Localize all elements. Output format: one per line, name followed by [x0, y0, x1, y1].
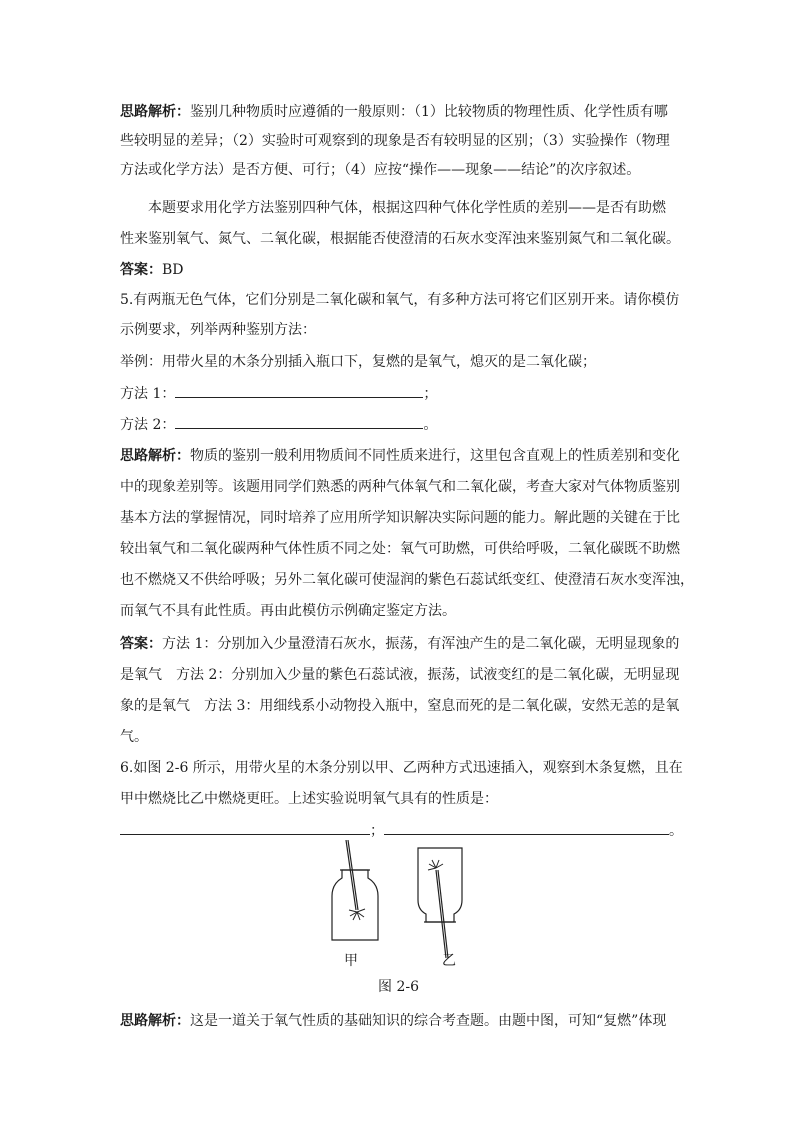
text-line	[120, 102, 680, 122]
answer-blanks-line	[120, 820, 683, 841]
text-line: 而氧气不具有此性质。再由此模仿示例确定鉴定方法。	[120, 603, 456, 619]
text-line: 方法或化学方法）是否方便、可行；（4）应按“操作——现象——结论”的次序叙述。	[120, 162, 641, 178]
analysis-text: 鉴别几种物质时应遵循的一般原则：（1）比较物质的物理性质、化学性质有哪	[190, 104, 668, 120]
method1-line	[120, 383, 680, 404]
question-text: 5.有两瓶无色气体，它们分别是二氧化碳和氧气，有多种方法可将它们区别开来。请你模仿	[120, 292, 680, 308]
example-text: 举例：用带火星的木条分别插入瓶口下，复燃的是氧气，熄灭的是二氧化碳；	[120, 354, 596, 370]
method1-blank[interactable]	[175, 383, 423, 398]
question-text: 6.如图 2-6 所示，用带火星的木条分别以甲、乙两种方式迅速插入，观察到木条复燃，且在	[120, 760, 683, 776]
punctuation: ；	[423, 386, 438, 402]
punctuation: ；	[370, 823, 384, 839]
punctuation: 。	[423, 417, 438, 433]
text-line: 基本方法的掌握情况，同时培养了应用所学知识解决实际问题的能力。解此题的关键在于比	[120, 510, 680, 526]
text-line: 性来鉴别氧气、氮气、二氧化碳，根据能否使澄清的石灰水变浑浊来鉴别氮气和二氧化碳。	[120, 231, 680, 247]
label-jia: 甲	[344, 953, 358, 969]
text-line: 是氧气 方法 2：分别加入少量的紫色石蕊试液，振荡，试液变红的是二氧化碳，无明显现	[120, 667, 680, 683]
analysis-label: 思路解析：	[120, 104, 190, 120]
question-text: 甲中燃烧比乙中燃烧更旺。上述实验说明氧气具有的性质是：	[120, 791, 498, 807]
label-yi: 乙	[442, 953, 456, 969]
method2-label: 方法 2：	[120, 417, 176, 433]
method2-line	[120, 414, 680, 435]
question-text: 示例要求，列举两种鉴别方法：	[120, 322, 316, 338]
answer-label: 答案：	[120, 636, 162, 652]
spark-icon	[349, 909, 365, 920]
text-line: 中的现象差别等。该题用同学们熟悉的两种气体氧气和二氧化碳，考查大家对气体物质鉴别	[120, 479, 680, 495]
wood-splint-yi	[436, 870, 448, 958]
answer-line	[120, 260, 680, 280]
spark-icon	[428, 860, 443, 870]
property-blank-2[interactable]	[384, 820, 669, 835]
answer-label: 答案：	[120, 262, 162, 278]
property-blank-1[interactable]	[120, 820, 370, 835]
method2-blank[interactable]	[175, 414, 423, 429]
figure-caption: 图 2-6	[378, 979, 419, 995]
analysis-label: 思路解析：	[120, 448, 190, 464]
analysis-text: 物质的鉴别一般利用物质间不同性质来进行，这里包含直观上的性质差别和变化	[190, 448, 680, 464]
figure-2-6	[320, 840, 480, 970]
text-line: 些较明显的差异；（2）实验时可观察到的现象是否有较明显的区别；（3）实验操作（物理	[120, 133, 670, 149]
method1-label: 方法 1：	[120, 386, 176, 402]
answer-value: BD	[162, 262, 184, 278]
answer-text: 方法 1：分别加入少量澄清石灰水，振荡，有浑浊产生的是二氧化碳，无明显现象的	[162, 636, 680, 652]
analysis-text: 这是一道关于氧气性质的基础知识的综合考查题。由题中图，可知“复燃”体现	[190, 1013, 667, 1029]
text-line: 气。	[120, 729, 148, 745]
answer-line	[120, 634, 680, 654]
text-line	[120, 1011, 680, 1031]
punctuation: 。	[669, 823, 683, 839]
text-line: 本题要求用化学方法鉴别四种气体，根据这四种气体化学性质的差别——是否有助燃	[148, 200, 666, 216]
text-line: 也不燃烧又不供给呼吸；另外二氧化碳可使湿润的紫色石蕊试纸变红、使澄清石灰水变浑浊，	[120, 572, 694, 588]
wood-splint-jia	[346, 840, 358, 910]
text-line	[120, 446, 680, 466]
analysis-label: 思路解析：	[120, 1013, 190, 1029]
text-line: 较出氧气和二氧化碳两种气体性质不同之处：氧气可助燃，可供给呼吸，二氧化碳既不助燃	[120, 541, 680, 557]
text-line: 象的是氧气 方法 3：用细线系小动物投入瓶中，窒息而死的是二氧化碳，安然无恙的是氧	[120, 698, 680, 714]
